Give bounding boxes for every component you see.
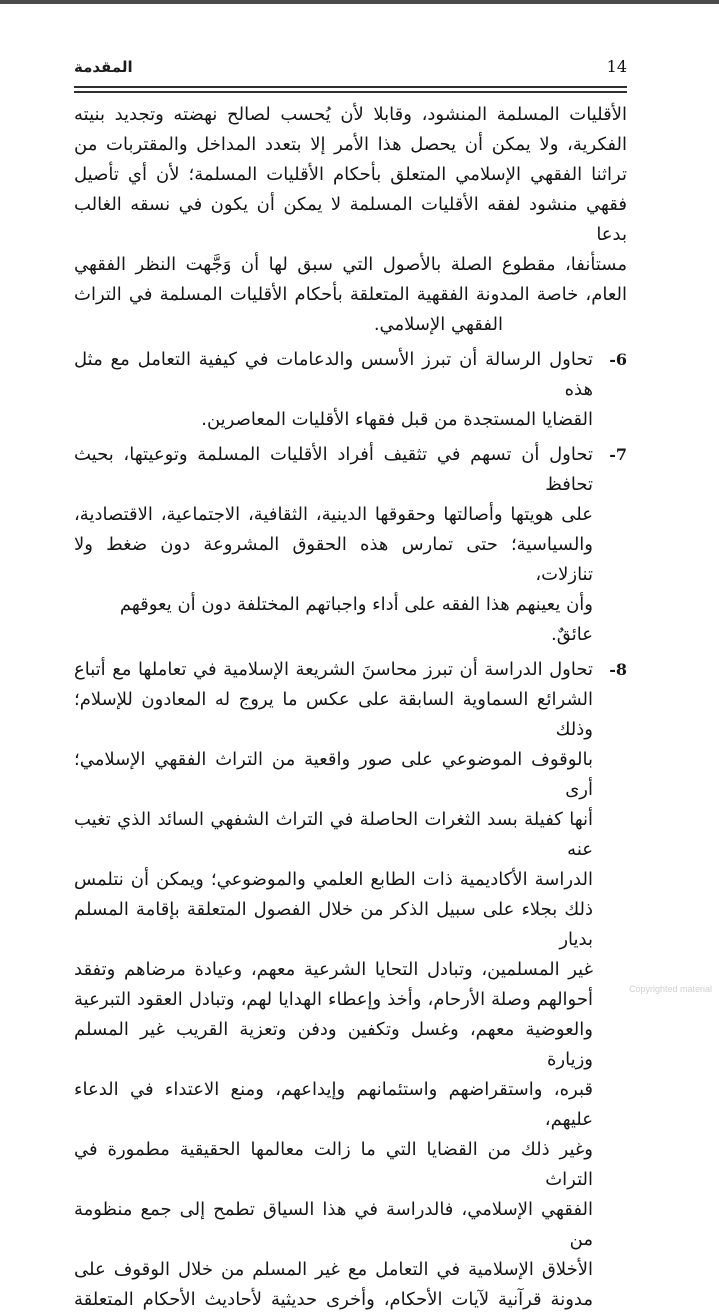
opening-paragraph (74, 100, 627, 340)
numbered-item-7 (74, 440, 627, 650)
item-text (74, 345, 627, 435)
text-line: أنها كفيلة بسد الثغرات الحاصلة في التراث الشفهي السائد الذي تغيب عنه (74, 809, 593, 860)
text-line: والسياسية؛ حتى تمارس هذه الحقوق المشروعة دون ضغط ولا تنازلات، (74, 534, 593, 585)
text-line: فقهي منشود لفقه الأقليات المسلمة لا يمكن أن يكون في نسقه الغالب بدعا (74, 194, 627, 245)
text-line: تحاول الرسالة أن تبرز الأسس والدعامات في كيفية التعامل مع مثل هذه (74, 349, 593, 400)
text-line: أحوالهم وصلة الأرحام، وأخذ وإعطاء الهدايا لهم، وتبادل العقود التبرعية (74, 989, 593, 1010)
text-line: الأخلاق الإسلامية في التعامل مع غير المسلم من خلال الوقوف على (74, 1259, 593, 1280)
text-line: القضايا المستجدة من قبل فقهاء الأقليات المعاصرين. (201, 409, 593, 430)
numbered-item-8 (74, 655, 627, 1315)
header-rule (74, 86, 627, 93)
text-line: تحاول الدراسة أن تبرز محاسنَ الشريعة الإسلامية في تعاملها مع أتباع (74, 659, 593, 680)
text-line: الفقهي الإسلامي. (373, 314, 503, 335)
text-line: الدراسة الأكاديمية ذات الطابع العلمي والموضوعي؛ ويمكن أن نتلمس (74, 869, 593, 890)
item-text (74, 655, 627, 1315)
text-line: بالوقوف الموضوعي على صور واقعية من التراث الفقهي الإسلامي؛ أرى (74, 749, 593, 800)
text-line: العام، خاصة المدونة الفقهية المتعلقة بأحكام الأقليات المسلمة في التراث (74, 284, 627, 305)
item-text (74, 440, 627, 650)
copyright-watermark: Copyrighted material (628, 984, 712, 994)
text-line: والعوضية معهم، وغسل وتكفين ودفن وتعزية القريب غير المسلم وزيارة (74, 1019, 593, 1070)
page-body (74, 100, 627, 1315)
text-line: الشرائع السماوية السابقة على عكس ما يروج له المعادون للإسلام؛ وذلك (74, 689, 593, 740)
item-number: 8- (609, 660, 627, 679)
text-line: على هويتها وأصالتها وحقوقها الدينية، الثقافية، الاجتماعية، الاقتصادية، (74, 504, 593, 525)
text-line: تحاول أن تسهم في تثقيف أفراد الأقليات المسلمة وتوعيتها، بحيث تحافظ (74, 444, 593, 495)
text-line: وأن يعينهم هذا الفقه على أداء واجباتهم المختلفة دون أن يعوقهم عائقٌ. (119, 594, 593, 645)
text-line: الأقليات المسلمة المنشود، وقابلا لأن يُحسب لصالح نهضته وتجديد بنيته (74, 104, 627, 125)
scan-top-edge (0, 0, 719, 4)
running-head-title: المقدمة (74, 58, 133, 76)
text-line: الفكرية، ولا يمكن أن يحصل هذا الأمر إلا بتعدد المداخل والمقتربات من (74, 134, 627, 155)
text-line: قبره، واستقراضهم واستئمانهم وإيداعهم، ومنع الاعتداء في الدعاء عليهم، (74, 1079, 593, 1130)
item-number: 6- (609, 350, 627, 369)
text-line: ذلك بجلاء على سبيل الذكر من خلال الفصول المتعلقة بإقامة المسلم بديار (74, 899, 593, 950)
text-line: مستأنفا، مقطوع الصلة بالأصول التي سبق لها أن وَجَّهت النظر الفقهي (74, 254, 627, 275)
item-number: 7- (609, 445, 627, 464)
page-number: 14 (606, 57, 627, 76)
numbered-item-6 (74, 345, 627, 435)
text-line: غير المسلمين، وتبادل التحايا الشرعية معهم، وعيادة مرضاهم وتفقد (74, 959, 593, 980)
page-header (74, 57, 627, 76)
text-line: مدونة قرآنية لآيات الأحكام، وأخرى حديثية لأحاديث الأحكام المتعلقة (74, 1289, 593, 1310)
text-line: تراثنا الفقهي الإسلامي المتعلق بأحكام الأقليات المسلمة؛ لأن أي تأصيل (74, 164, 627, 185)
text-line: الفقهي الإسلامي، فالدراسة في هذا السياق تطمح إلى جمع منظومة من (74, 1199, 593, 1250)
text-line: وغير ذلك من القضايا التي ما زالت معالمها الحقيقية مطمورة في التراث (74, 1139, 593, 1190)
